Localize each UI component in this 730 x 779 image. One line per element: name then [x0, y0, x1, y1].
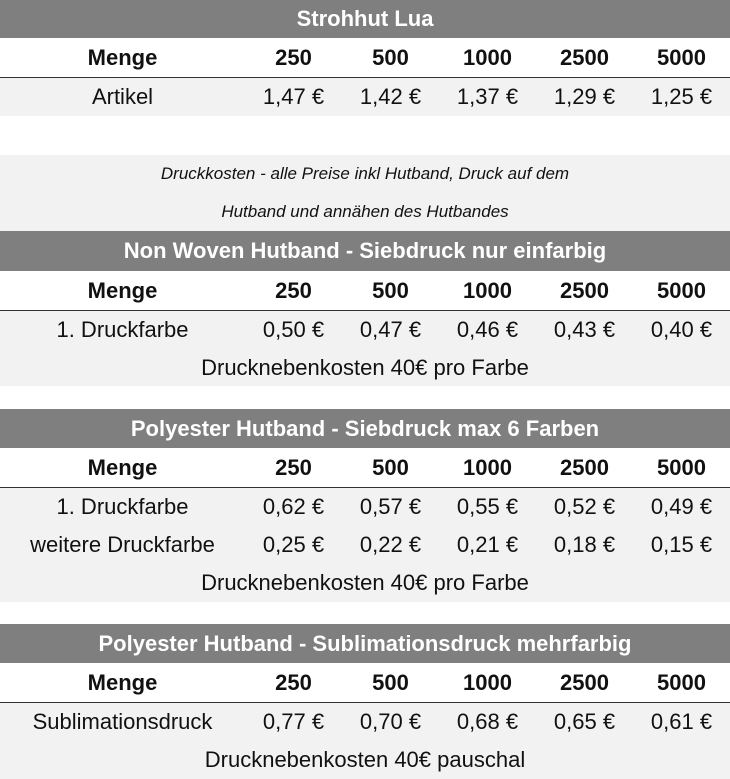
qty-header-cell: 1000 [463, 454, 512, 480]
qty-header-label: Menge [87, 669, 158, 695]
row-label: Artikel [91, 84, 154, 109]
non-woven-title: Non Woven Hutband - Siebdruck nur einfarbig [0, 231, 730, 271]
polyester-sieb-title: Polyester Hutband - Siebdruck max 6 Farben [0, 409, 730, 448]
price-cell: 0,18 € [553, 532, 616, 557]
qty-header-cell: 250 [275, 44, 312, 70]
qty-header-cell: 5000 [657, 277, 706, 303]
price-cell: 0,22 € [359, 532, 422, 557]
price-cell: 0,55 € [456, 494, 519, 519]
print-note-line-2: Hutband und annähen des Hutbandes [0, 193, 730, 231]
polyester-sieb-price-row-first [0, 488, 730, 526]
product-price-row [0, 78, 730, 116]
price-cell: 1,29 € [553, 84, 616, 109]
polyester-sublimation-qty-header [0, 663, 730, 703]
price-cell: 1,25 € [650, 84, 713, 109]
price-cell: 0,77 € [262, 709, 325, 734]
row-label: weitere Druckfarbe [30, 532, 215, 557]
price-cell: 0,70 € [359, 709, 422, 734]
price-cell: 0,52 € [553, 494, 616, 519]
polyester-sublimation-extra-cost-note: Drucknebenkosten 40€ pauschal [0, 741, 730, 779]
qty-header-cell: 2500 [560, 44, 609, 70]
qty-header-cell: 5000 [657, 44, 706, 70]
qty-header-cell: 1000 [463, 44, 512, 70]
qty-header-cell: 250 [275, 669, 312, 695]
qty-header-label: Menge [87, 44, 158, 70]
price-cell: 1,42 € [359, 84, 422, 109]
qty-header-cell: 500 [372, 454, 409, 480]
price-cell: 0,47 € [359, 317, 422, 342]
price-cell: 0,46 € [456, 317, 519, 342]
price-cell: 0,15 € [650, 532, 713, 557]
price-cell: 0,61 € [650, 709, 713, 734]
price-cell: 0,68 € [456, 709, 519, 734]
product-title: Strohhut Lua [0, 0, 730, 38]
price-cell: 0,62 € [262, 494, 325, 519]
qty-header-label: Menge [87, 454, 158, 480]
polyester-sublimation-price-row [0, 703, 730, 741]
qty-header-cell: 5000 [657, 454, 706, 480]
price-cell: 0,25 € [262, 532, 325, 557]
price-cell: 0,57 € [359, 494, 422, 519]
polyester-sieb-qty-header [0, 448, 730, 488]
qty-header-cell: 2500 [560, 277, 609, 303]
price-cell: 0,50 € [262, 317, 325, 342]
qty-header-cell: 1000 [463, 669, 512, 695]
price-cell: 0,40 € [650, 317, 713, 342]
price-cell: 0,65 € [553, 709, 616, 734]
price-cell: 0,49 € [650, 494, 713, 519]
qty-header-label: Menge [87, 277, 158, 303]
non-woven-price-row [0, 311, 730, 349]
price-cell: 1,37 € [456, 84, 519, 109]
qty-header-cell: 500 [372, 669, 409, 695]
non-woven-qty-header [0, 271, 730, 311]
qty-header-cell: 2500 [560, 454, 609, 480]
polyester-sieb-extra-cost-note: Drucknebenkosten 40€ pro Farbe [0, 564, 730, 602]
qty-header-cell: 250 [275, 454, 312, 480]
price-cell: 1,47 € [262, 84, 325, 109]
qty-header-cell: 500 [372, 277, 409, 303]
product-qty-header [0, 38, 730, 78]
row-label: Sublimationsdruck [32, 709, 213, 734]
qty-header-cell: 250 [275, 277, 312, 303]
non-woven-extra-cost-note: Drucknebenkosten 40€ pro Farbe [0, 349, 730, 386]
qty-header-cell: 2500 [560, 669, 609, 695]
price-cell: 0,21 € [456, 532, 519, 557]
qty-header-cell: 5000 [657, 669, 706, 695]
row-label: 1. Druckfarbe [56, 317, 189, 342]
qty-header-cell: 1000 [463, 277, 512, 303]
row-label: 1. Druckfarbe [56, 494, 189, 519]
price-cell: 0,43 € [553, 317, 616, 342]
polyester-sublimation-title: Polyester Hutband - Sublimationsdruck mehrfarbig [0, 624, 730, 663]
polyester-sieb-price-row-additional [0, 526, 730, 564]
qty-header-cell: 500 [372, 44, 409, 70]
print-note-line-1: Druckkosten - alle Preise inkl Hutband, Druck auf dem [0, 155, 730, 193]
